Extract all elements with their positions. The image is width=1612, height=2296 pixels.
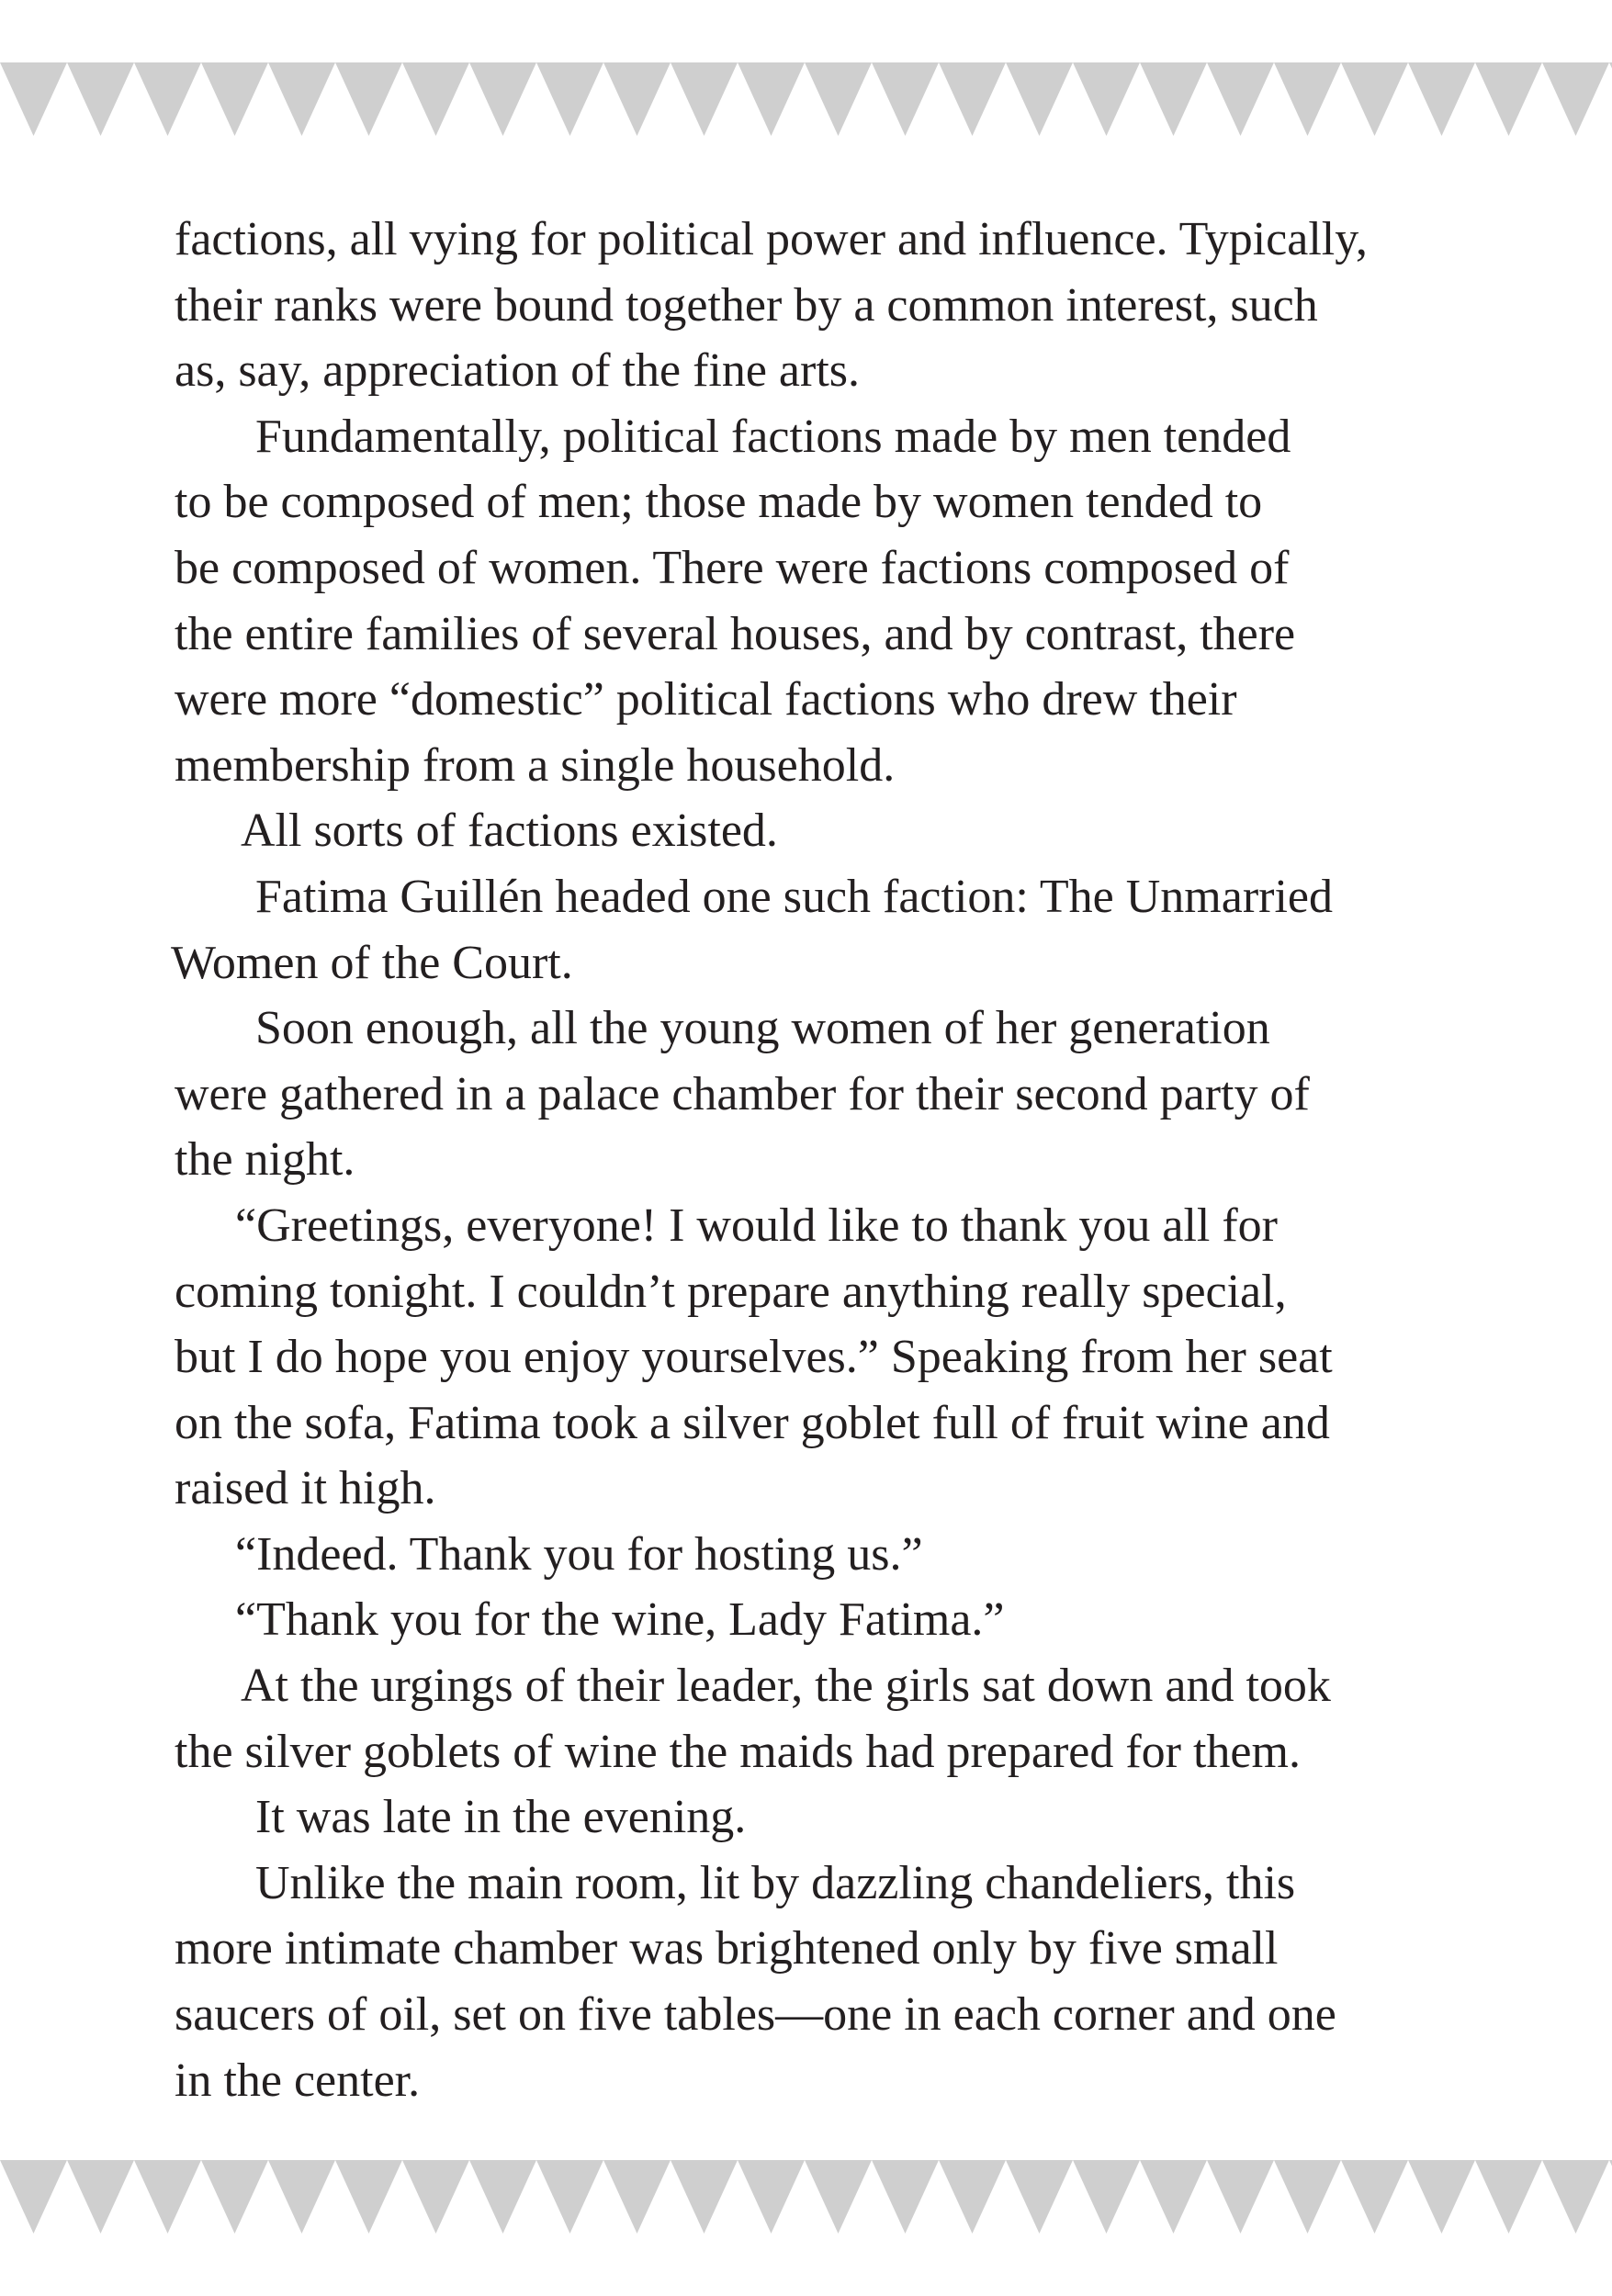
text-line: “Greetings, everyone! I would like to thank you all for — [235, 1199, 1278, 1252]
text-line: Soon enough, all the young women of her generation — [255, 1002, 1270, 1055]
text-line: but I do hope you enjoy yourselves.” Speaking from her seat — [175, 1331, 1333, 1384]
text-line: “Thank you for the wine, Lady Fatima.” — [235, 1593, 1005, 1647]
text-line: were more “domestic” political factions who drew their — [175, 673, 1237, 726]
text-line: the night. — [175, 1133, 355, 1187]
text-line: coming tonight. I couldn’t prepare anything really special, — [175, 1265, 1287, 1318]
text-line: the entire families of several houses, and by contrast, there — [175, 607, 1296, 660]
text-line: more intimate chamber was brightened only by five small — [175, 1922, 1279, 1975]
text-line: membership from a single household. — [175, 738, 896, 792]
text-line: be composed of women. There were factions composed of — [175, 541, 1290, 594]
text-line: as, say, appreciation of the fine arts. — [175, 344, 861, 398]
text-line: on the sofa, Fatima took a silver goblet full of fruit wine and — [175, 1396, 1330, 1449]
text-line: in the center. — [175, 2054, 421, 2107]
text-line: Fatima Guillén headed one such faction: The Unmarried — [255, 870, 1333, 923]
text-line: the silver goblets of wine the maids had prepared for them. — [175, 1725, 1301, 1778]
top-triangle-border — [0, 62, 1612, 136]
text-line: Women of the Court. — [171, 936, 573, 989]
text-line: All sorts of factions existed. — [241, 805, 778, 858]
text-line: factions, all vying for political power and influence. Typically, — [175, 213, 1368, 265]
text-line: their ranks were bound together by a common interest, such — [175, 278, 1318, 332]
text-line: Fundamentally, political factions made by men tended — [255, 410, 1291, 463]
bottom-triangle-border — [0, 2160, 1612, 2234]
text-line: It was late in the evening. — [255, 1791, 747, 1844]
page-body-text — [171, 207, 1460, 2113]
text-line: At the urgings of their leader, the girls sat down and took — [241, 1660, 1331, 1713]
text-line: Unlike the main room, lit by dazzling chandeliers, this — [255, 1856, 1296, 1909]
text-line: saucers of oil, set on five tables—one in each corner and one — [175, 1988, 1336, 2042]
text-line: were gathered in a palace chamber for their second party of — [175, 1067, 1310, 1120]
text-line: raised it high. — [175, 1462, 436, 1515]
text-line: “Indeed. Thank you for hosting us.” — [235, 1527, 923, 1581]
text-line: to be composed of men; those made by women tended to — [175, 476, 1263, 529]
